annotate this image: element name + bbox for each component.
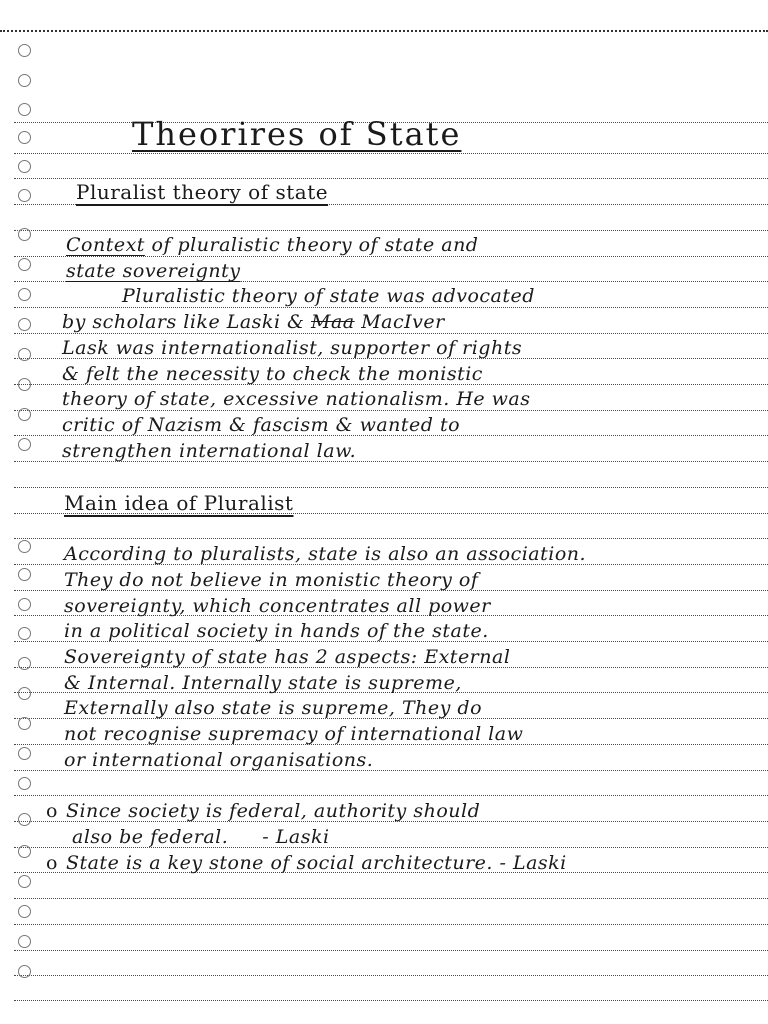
ruled-line — [14, 307, 768, 308]
binder-hole-icon — [18, 189, 31, 202]
ruled-line — [14, 178, 768, 179]
binder-hole-icon — [18, 598, 31, 611]
binder-hole-icon — [18, 74, 31, 87]
section-heading: Pluralist theory of state — [76, 180, 329, 204]
binder-hole-icon — [18, 965, 31, 978]
binder-hole-icon — [18, 568, 31, 581]
main-idea-heading: Main idea of Pluralist — [64, 491, 294, 515]
bullet-author: - Laski — [262, 826, 330, 848]
binder-hole-icon — [18, 44, 31, 57]
ruled-line — [14, 333, 768, 334]
bullet-continuation — [72, 828, 330, 847]
binder-hole-icon — [18, 378, 31, 391]
binder-hole-icon — [18, 717, 31, 730]
struck-out-word: Maa — [311, 311, 355, 333]
ruled-line — [14, 795, 768, 796]
ruled-line — [14, 538, 768, 539]
binder-hole-icon — [18, 408, 31, 421]
page-title: Theorires of State — [132, 115, 462, 153]
ruled-line — [14, 950, 768, 951]
paragraph-line: strengthen international law. — [62, 440, 357, 462]
bullet-text: Since society is federal, authority should — [65, 800, 481, 822]
binder-hole-icon — [18, 935, 31, 948]
context-heading-continued: state sovereignty — [66, 260, 241, 282]
binder-hole-icon — [18, 875, 31, 888]
paragraph-line: & felt the necessity to check the monistic — [62, 363, 483, 385]
ruled-line — [14, 153, 768, 154]
paragraph-line: Sovereignty of state has 2 aspects: External — [64, 646, 511, 668]
binder-hole-icon — [18, 777, 31, 790]
context-heading-rest: of pluralistic theory of state and — [151, 234, 479, 256]
bullet-item — [46, 802, 480, 821]
context-heading: Context — [66, 234, 145, 256]
ruled-line — [14, 924, 768, 925]
ruled-line — [14, 975, 768, 976]
paragraph-line: & Internal. Internally state is supreme, — [64, 672, 462, 694]
bullet-marker: o — [46, 852, 58, 874]
ruled-line — [14, 204, 768, 205]
binder-hole-icon — [18, 228, 31, 241]
context-heading-line2 — [66, 262, 240, 281]
binder-hole-icon — [18, 845, 31, 858]
ruled-line — [14, 487, 768, 488]
scholar-name: MacIver — [361, 311, 445, 333]
binder-hole-icon — [18, 160, 31, 173]
ruled-line — [14, 410, 768, 411]
ruled-line — [14, 898, 768, 899]
bullet-marker: o — [46, 800, 58, 822]
bullet-item — [46, 854, 567, 873]
binder-hole-icon — [18, 657, 31, 670]
paragraph-line: Lask was internationalist, supporter of rights — [62, 337, 523, 359]
bullet-text: State is a key stone of social architecture. - Laski — [65, 852, 567, 874]
binder-hole-icon — [18, 627, 31, 640]
bullet-text: also be federal. — [72, 826, 229, 848]
paragraph-line: critic of Nazism & fascism & wanted to — [62, 414, 461, 436]
binder-hole-icon — [18, 131, 31, 144]
paragraph-line: not recognise supremacy of international law — [64, 723, 524, 745]
binder-hole-icon — [18, 905, 31, 918]
binder-hole-icon — [18, 288, 31, 301]
paragraph-line: theory of state, excessive nationalism. He was — [62, 388, 531, 410]
paragraph-line: in a political society in hands of the state. — [64, 620, 489, 642]
paragraph-line: They do not believe in monistic theory of — [64, 569, 479, 591]
binder-hole-icon — [18, 687, 31, 700]
paragraph-line: or international organisations. — [64, 749, 374, 771]
paragraph-line: Pluralistic theory of state was advocated — [122, 285, 535, 307]
paragraph-line: Externally also state is supreme, They do — [64, 697, 483, 719]
binder-hole-icon — [18, 103, 31, 116]
binder-hole-icon — [18, 747, 31, 760]
page-top-edge — [0, 30, 768, 32]
binder-hole-icon — [18, 438, 31, 451]
paragraph-line — [62, 313, 445, 332]
binder-hole-icon — [18, 813, 31, 826]
binder-hole-icon — [18, 348, 31, 361]
binder-hole-icon — [18, 258, 31, 271]
ruled-line — [14, 230, 768, 231]
binder-hole-icon — [18, 318, 31, 331]
paragraph-line: According to pluralists, state is also an association. — [64, 543, 587, 565]
context-heading-line — [66, 236, 478, 255]
paragraph-line: sovereignty, which concentrates all power — [64, 595, 491, 617]
paragraph-text: by scholars like Laski & — [62, 311, 305, 333]
ruled-line — [14, 256, 768, 257]
binder-hole-icon — [18, 540, 31, 553]
ruled-line — [14, 1000, 768, 1001]
